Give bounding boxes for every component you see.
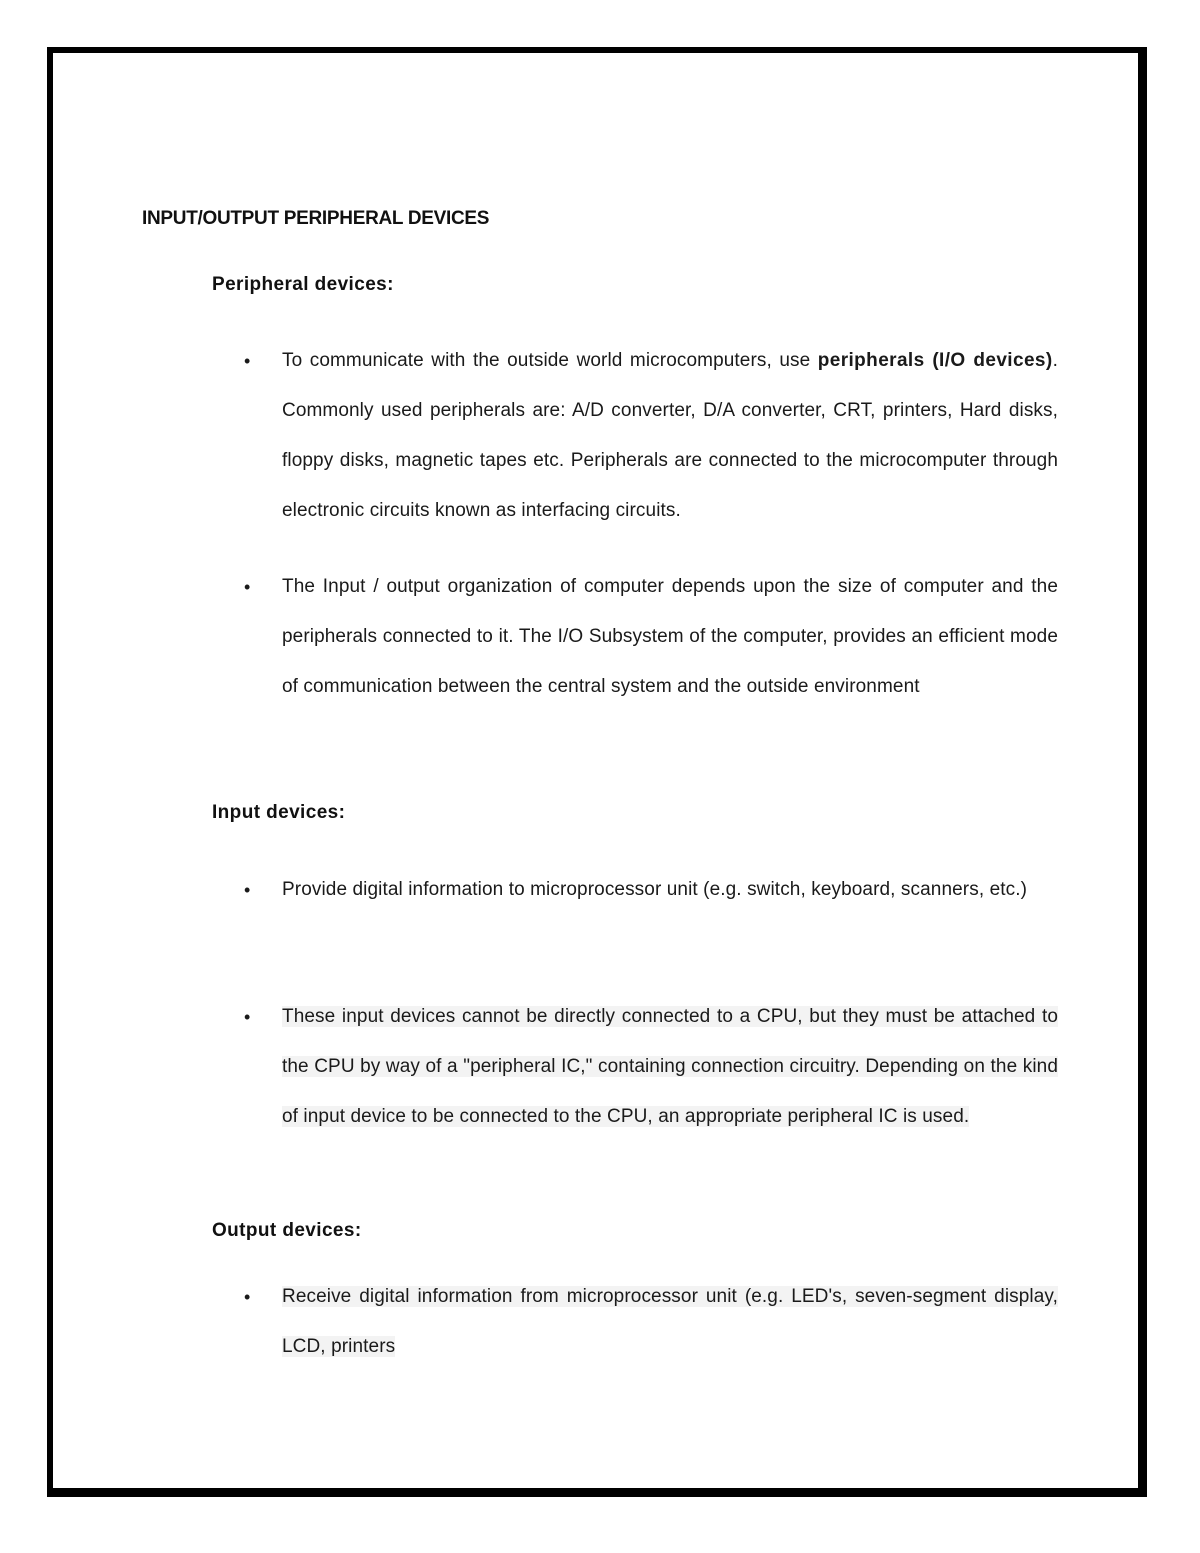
bullet-text: Receive digital information from microprocessor unit (e.g. LED's, seven-segment display, LCD, printers bbox=[282, 1286, 1058, 1357]
bullet-icon: • bbox=[244, 351, 251, 371]
list-item bbox=[244, 562, 1058, 712]
bullet-icon: • bbox=[244, 880, 251, 900]
bullet-text: These input devices cannot be directly connected to a CPU, but they must be attached to the CPU by way of a "peripheral IC," containing connection circuitry. Depending on the kind of input device to be connected to the CPU, an appropriate peripheral IC is used. bbox=[282, 1006, 1058, 1127]
section-heading-peripheral-devices: Peripheral devices: bbox=[212, 274, 394, 295]
section-heading-output-devices: Output devices: bbox=[212, 1220, 362, 1241]
list-item bbox=[244, 992, 1058, 1142]
bullet-text: To communicate with the outside world microcomputers, use peripherals (I/O devices). Commonly used peripherals are: A/D converter, D/A converter, CRT, printers, Hard disks, floppy disks, magnetic tapes etc. Peripherals are connected to the microcomputer through electronic circuits known as interfacing circuits. bbox=[282, 350, 1059, 521]
bullet-icon: • bbox=[244, 1287, 251, 1307]
bullet-icon: • bbox=[244, 577, 251, 597]
list-item bbox=[244, 336, 1059, 536]
bullet-text: The Input / output organization of computer depends upon the size of computer and the peripherals connected to it. The I/O Subsystem of the computer, provides an efficient mode of communication between the central system and the outside environment bbox=[282, 576, 1058, 697]
bold-term: peripherals (I/O devices) bbox=[817, 350, 1053, 371]
list-item bbox=[244, 1272, 1058, 1372]
bullet-text: Provide digital information to microprocessor unit (e.g. switch, keyboard, scanners, etc.) bbox=[282, 879, 1028, 900]
document-title: INPUT/OUTPUT PERIPHERAL DEVICES bbox=[142, 208, 490, 229]
section-heading-input-devices: Input devices: bbox=[212, 802, 346, 823]
list-item bbox=[244, 865, 1058, 915]
bullet-icon: • bbox=[244, 1007, 251, 1027]
